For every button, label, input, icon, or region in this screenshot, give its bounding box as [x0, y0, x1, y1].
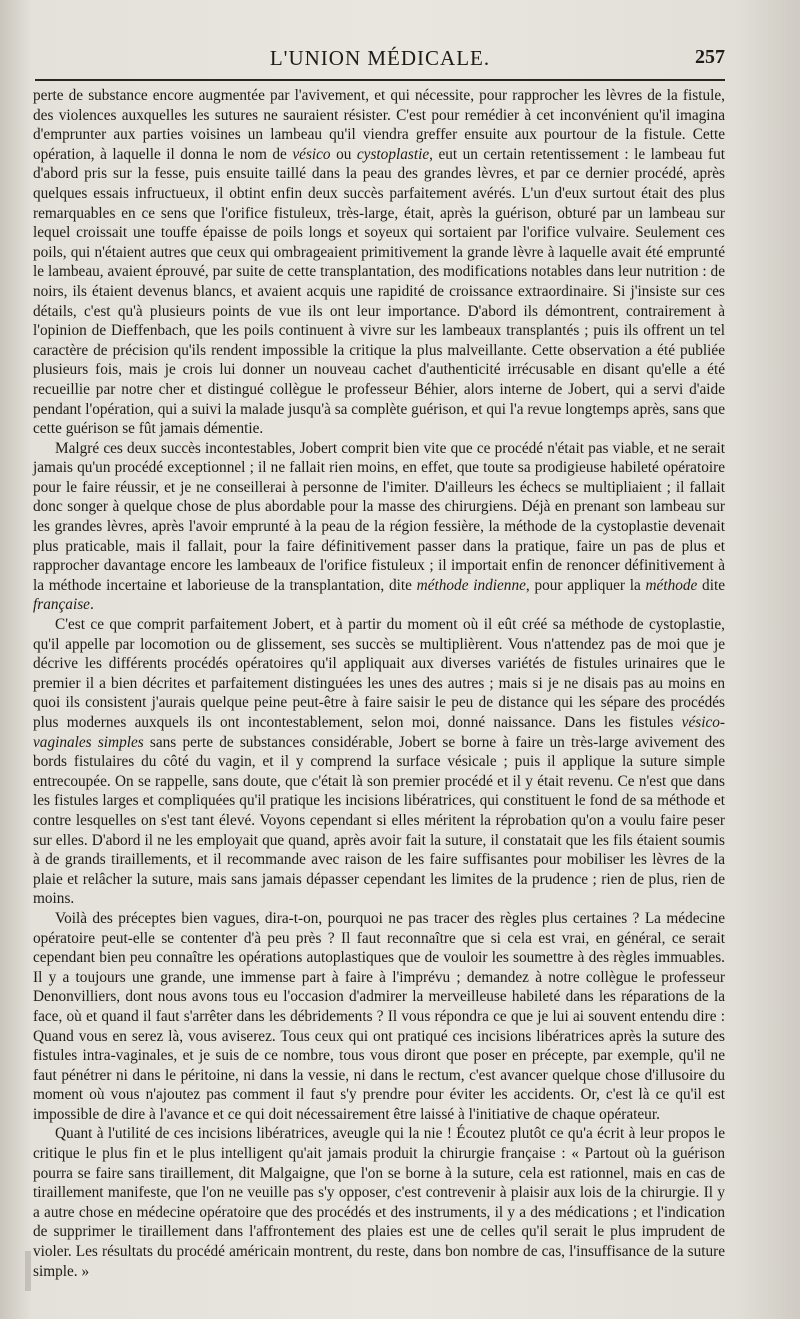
text-run: . [89, 596, 94, 614]
text-run: dite [697, 576, 725, 594]
body-text [33, 86, 725, 1289]
italic-text: vésico-vaginales simples [33, 714, 725, 751]
paragraph [33, 86, 725, 439]
binding-shadow [25, 1251, 31, 1291]
running-title: L'UNION MÉDICALE. [269, 46, 491, 70]
italic-text: cystoplastie [356, 145, 430, 163]
paragraph [33, 439, 725, 615]
paragraph [33, 1124, 725, 1281]
page-number: 257 [695, 46, 725, 68]
italic-text: vésico [292, 145, 331, 163]
italic-text: méthode indienne [416, 576, 526, 594]
text-run: Malgré ces deux succès incontestables, Jobert comprit bien vite que ce procédé n'était pas viable, et ne serait jamais qu'un procédé exceptionnel ; il ne fallait rien moins, en effet, que toute sa prodigieuse habileté opératoire pour le faire réussir, et je ne conseillerai à personne de l'imiter. D'ailleurs les échecs se multipliaient ; il fallait donc songer à quelque chose de plus abordable pour la masse des chirurgiens. Déjà en prenant son lambeau sur les grandes lèvres, après l'avoir emprunté à la peau de la région fessière, la méthode de la cystoplastie devenait plus praticable, mais il fallait, pour la faire définitivement passer dans la pratique, faire un pas de plus et rapprocher davantage encore les lambeaux de l'orifice fistuleux ; il importait enfin de renoncer définitivement à la méthode incertaine et laborieuse de la transplantation, dite [33, 439, 725, 594]
page-header [35, 42, 725, 76]
header-rule [35, 79, 725, 81]
text-run: , eut un certain retentissement : le lambeau fut d'abord pris sur la fesse, puis ensuite taillé dans la peau des grandes lèvres, et par ce dernier procédé, après quelques essais infructueux, il obtint enfin deux succès parfaitement avérés. L'un d'eux surtout était des plus remarquables en ce sens que l'orifice fistuleux, très-large, était, après la guérison, obturé par un lambeau sur lequel croissait une touffe épaisse de poils longs et soyeux qui sortaient par l'orifice vulvaire. Seulement ces poils, qui n'étaient autres que ceux qui ombrageaient primitivement la grande lèvre à laquelle avait été emprunté le lambeau, avaient éprouvé, par suite de cette transplantation, des modifications notables dans leur nutrition : de noirs, ils étaient devenus blancs, et avaient acquis une rapidité de croissance extraordinaire. Si j'insiste sur ces détails, c'est qu'à plusieurs points de vue ils ont leur importance. D'abord ils démontrent, contrairement à l'opinion de Dieffenbach, que les poils continuent à vivre sur les lambeaux transplantés ; puis ils offrent un tel caractère de précision qu'ils rendent impossible la critique la plus malveillante. Cette observation a été publiée plusieurs fois, mais je crois lui donner un nouveau cachet d'authenticité irrécusable en disant qu'elle a été recueillie par notre cher et distingué collègue le professeur Béhier, alors interne de Jobert, qui a servi d'aide pendant l'opération, qui a suivi la malade jusqu'à sa complète guérison, et qui l'a revue longtemps après, sans que cette guérison se fût jamais démentie. [33, 145, 725, 438]
paragraph [33, 615, 725, 909]
text-run: C'est ce que comprit parfaitement Jobert, et à partir du moment où il eût créé sa méthode de cystoplastie, qu'il appelle par locomotion ou de glissement, ses succès se multiplièrent. Vous n'attendez pas de moi que je décrive les différents procédés opératoires qu'il appliquait aux diverses variétés de fistules urinaires que le premier il a bien décrites et parfaitement distinguées les unes des autres ; mais si je ne disais pas au moins en quoi ils consistent j'aurais quelque peine peut-être à faire saisir le peu de distance qui les sépare des procédés plus modernes auxquels ils ont incontestablement, selon moi, donné naissance. Dans les fistules [33, 616, 725, 731]
italic-text: méthode [645, 576, 698, 594]
paragraph [33, 909, 725, 1125]
text-run: Voilà des préceptes bien vagues, dira-t-on, pourquoi ne pas tracer des règles plus certaines ? La médecine opératoire peut-elle se contenter d'à peu près ? Il faut reconnaître que si cela est vrai, en général, ce serait cependant bien peu connaître les opérations autoplastiques que de vouloir les soumettre à des règles immuables. Il y a toujours une grande, une immense part à faire à l'imprévu ; demandez à notre collègue le professeur Denonvilliers, dont nous avons tous eu l'occasion d'admirer la merveilleuse habileté dans les réparations de la face, où et quand il faut s'arrêter dans les débridements ? Il vous répondra ce que je lui ai souvent entendu dire : Quand vous en serez là, vous aviserez. Tous ceux qui ont pratiqué ces incisions libératrices après la suture des fistules intra-vaginales, et je suis de ce nombre, tous vous diront que poser en précepte, par exemple, qu'il ne faut pénétrer ni dans le péritoine, ni dans la vessie, ni dans le rectum, c'est avancer quelque chose d'illusoire du moment où vous n'ajoutez pas comment il faut s'y prendre pour éviter les accidents. Or, c'est là ce qu'il est impossible de dire à l'avance et ce qui doit nécessairement être laissé à l'initiative de chaque opérateur. [33, 909, 725, 1123]
text-run: , pour appliquer la [525, 576, 646, 594]
text-run: ou [330, 145, 357, 163]
text-run: perte de substance encore augmentée par l'avivement, et qui nécessite, pour rapprocher les lèvres de la fistule, des violences auxquelles les sutures ne sauraient résister. C'est pour remédier à cet inconvénient qu'il imagina d'emprunter aux parties voisines un lambeau qu'il viendra greffer ensuite aux pourtour de la fistule. Cette opération, à laquelle il donna le nom de [33, 87, 725, 163]
italic-text: française [33, 596, 90, 614]
text-run: sans perte de substances considérable, Jobert se borne à faire un très-large avivement des bords fistulaires du côté du vagin, et il y comprend la surface vésicale ; puis il applique la suture simple entrecoupée. On se rappelle, sans doute, que c'était là son premier procédé et il y était revenu. Ce n'est que dans les fistules larges et compliquées qu'il pratique les incisions libératrices, qui constituent le fond de sa méthode et contre lesquelles on s'est tant élevé. Voyons cependant si elles méritent la réprobation qu'on a voulu faire peser sur elles. D'abord il ne les employait que quand, après avoir fait la suture, il constatait que les fils étaient soumis à de grands tiraillements, et il recommande avec raison de les faire suffisantes pour mobiliser les lèvres de la plaie et relâcher la suture, mais sans jamais dépasser cependant les limites de la prudence ; rien de plus, rien de moins. [33, 733, 725, 908]
text-run: Quant à l'utilité de ces incisions libératrices, aveugle qui la nie ! Écoutez plutôt ce qu'a écrit à leur propos le critique le plus fin et le plus intelligent qu'ait jamais produit la chirurgie française : « Partout où la guérison pourra se faire sans tiraillement, dit Malgaigne, que l'on se borne à la suture, cela est rationnel, mais en cas de tiraillement manifeste, que l'on ne veuille pas s'y opposer, c'est contrevenir à plaisir aux lois de la chirurgie. Il y a autre chose en médecine opératoire que des procédés et des instruments, il y a des médications ; et l'indication de supprimer le tiraillement dans l'affrontement des plaies est une de celles qu'il serait le plus imprudent de violer. Les résultats du procédé américain montrent, du reste, dans bon nombre de cas, l'insuffisance de la suture simple. » [33, 1125, 725, 1280]
